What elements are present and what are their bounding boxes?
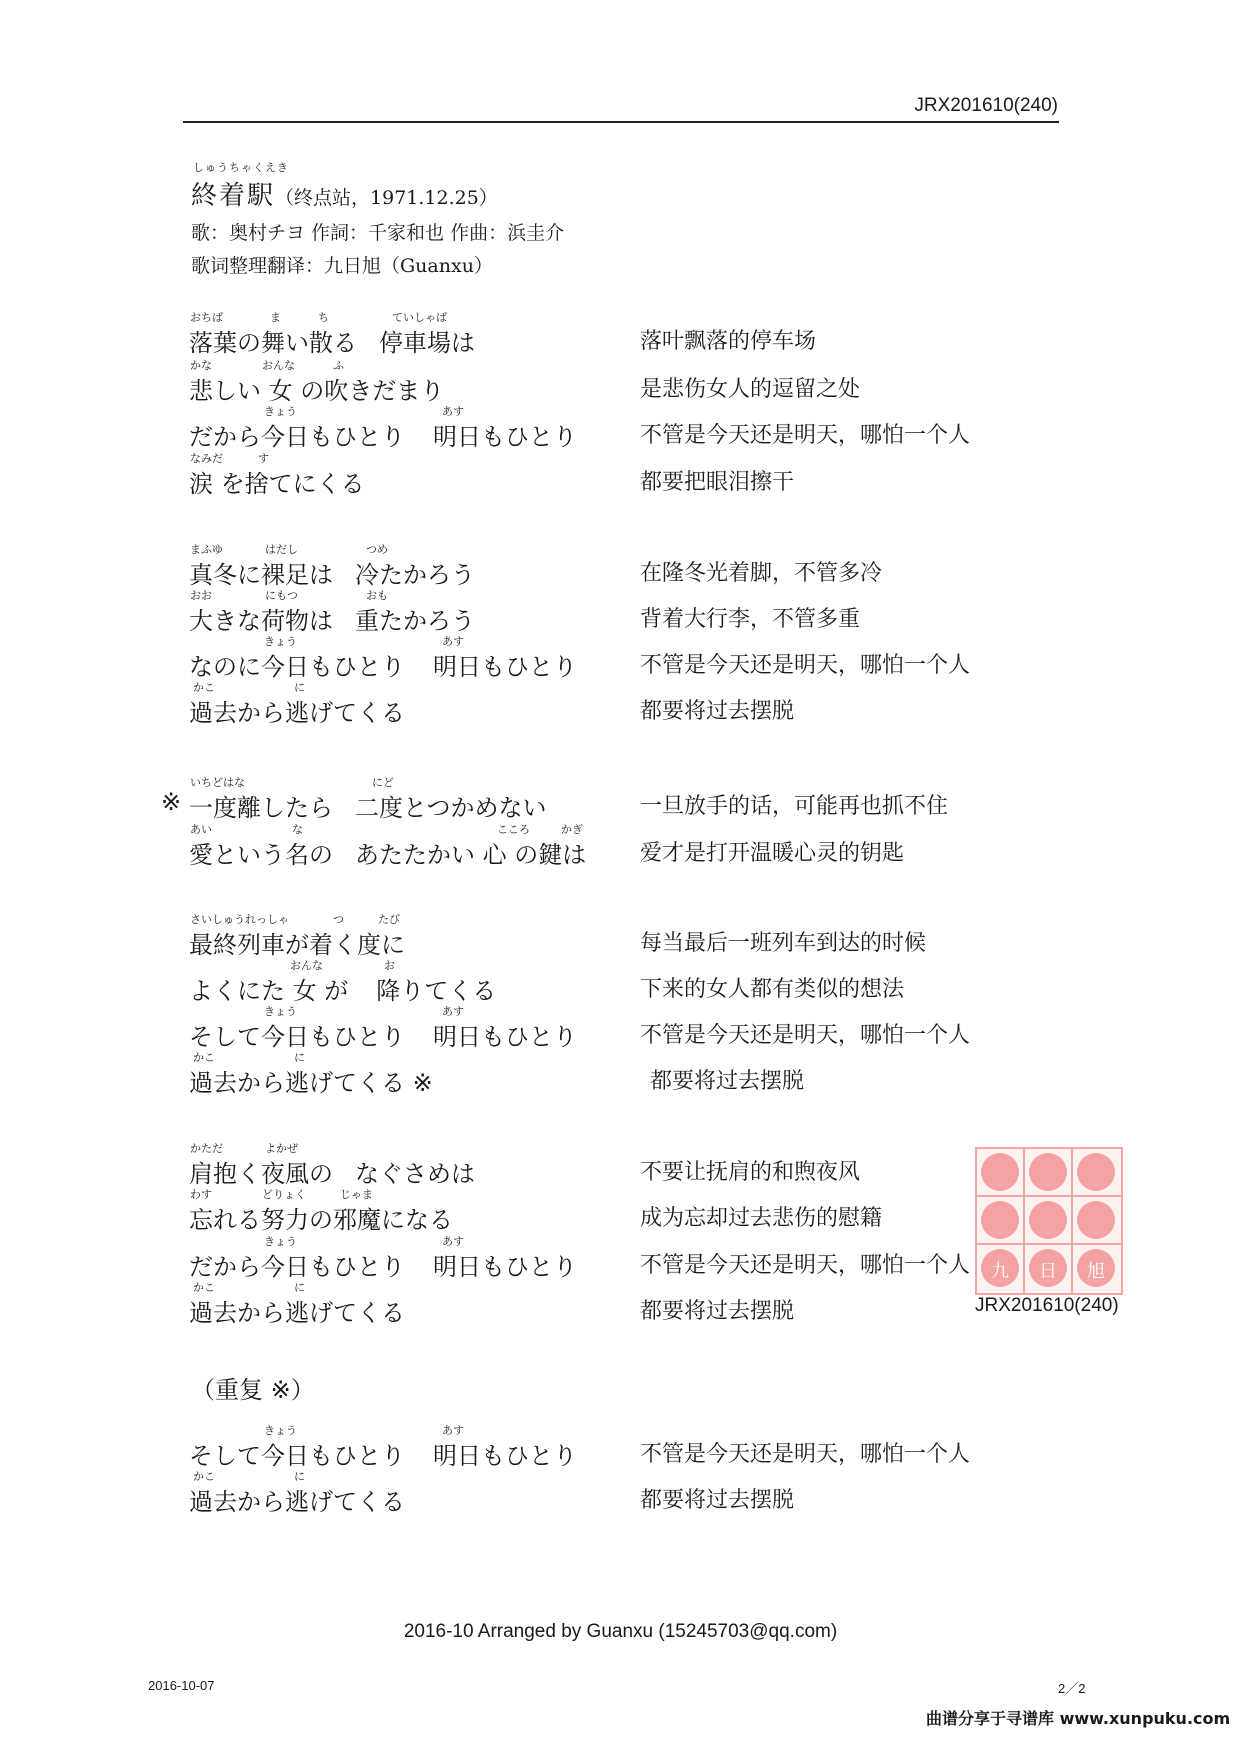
print-date: 2016-10-07 [148,1678,215,1693]
ruby: まふゆ [190,543,223,556]
lyric-phrase: なのに今日もひとり [189,653,405,681]
ruby: かただ [190,1142,223,1155]
repeat-mark: ※ [161,788,182,816]
ruby: きょう [264,1005,297,1018]
ruby: かこ [193,1051,215,1064]
ruby: あす [442,1235,464,1248]
song-subtitle: （终点站，1971.12.25） [275,187,498,209]
title-ruby: しゅうちゃくえき [193,161,289,174]
lyric-line [189,417,577,452]
translator-credit: 歌词整理翻译：九日旭（Guanxu） [191,255,493,277]
stamp-character: 旭 [1087,1261,1105,1282]
ruby: かぎ [561,823,583,836]
ruby: おんな [262,359,295,372]
translation-line: 都要将过去摆脱 [650,1069,805,1094]
ruby: なみだ [190,452,223,465]
translation-line: 都要把眼泪擦干 [640,470,795,495]
lyric-line [189,788,547,823]
ruby: きょう [264,1424,297,1437]
lyric-phrase: 肩抱く夜風の [189,1160,333,1188]
lyric-line [189,971,496,1006]
ruby: じゃま [340,1188,373,1201]
translation-line: 爱才是打开温暖心灵的钥匙 [640,841,905,866]
lyric-line: 過去から逃げてくる [189,1488,405,1516]
lyric-line: 涙 を捨てにくる [189,470,365,498]
ruby: に [294,1281,305,1294]
lyric-line [189,323,475,358]
translation-line: 落叶飘落的停车场 [640,329,817,354]
seal-stamp [975,1147,1123,1295]
ruby: な [292,823,303,836]
ruby: ち [318,311,329,324]
lyric-phrase: そして今日もひとり [189,1442,405,1470]
lyric-line [189,1247,577,1282]
lyric-line: 過去から逃げてくる ※ [189,1069,433,1097]
lyric-phrase: 明日もひとり [433,1023,577,1051]
lyric-line [189,835,586,870]
song-title: 終着駅 [191,181,276,211]
ruby: こころ [497,823,530,836]
song-credits: 歌：奥村チヨ 作詞：千家和也 作曲：浜圭介 [191,222,565,244]
stamp-character: 九 [991,1261,1009,1282]
lyric-phrase: 大きな荷物は [189,607,333,635]
lyric-line [189,1154,475,1189]
ruby: よかぜ [265,1142,298,1155]
lyric-line [189,647,577,682]
ruby: つ [333,913,344,926]
lyric-phrase: 明日もひとり [433,653,577,681]
ruby: きょう [264,1235,297,1248]
translation-line: 成为忘却过去悲伤的慰籍 [640,1206,883,1231]
ruby: おちば [190,311,223,324]
lyric-phrase: 真冬に裸足は [189,561,333,589]
lyric-line [189,601,475,636]
document-code: JRX201610(240) [914,95,1058,116]
translation-line: 都要将过去摆脱 [640,1488,795,1513]
ruby: あい [190,823,212,836]
translation-line: 不管是今天还是明天，哪怕一个人 [640,1442,971,1467]
ruby: あす [442,405,464,418]
ruby: つめ [366,543,388,556]
lyric-line [189,1017,577,1052]
ruby: はだし [265,543,298,556]
lyric-line: 過去から逃げてくる [189,1299,405,1327]
lyric-phrase: 愛という名の [189,841,333,869]
lyric-phrase: 一度離したら [189,794,333,822]
lyric-phrase: 二度とつかめない [355,794,547,822]
ruby: かこ [193,681,215,694]
translation-line: 是悲伤女人的逗留之处 [640,377,861,402]
lyric-phrase: だから今日もひとり [189,1253,405,1281]
translation-line: 不管是今天还是明天，哪怕一个人 [640,653,971,678]
ruby: どりょく [262,1188,306,1201]
ruby: かこ [193,1281,215,1294]
ruby: かこ [193,1470,215,1483]
translation-line: 下来的女人都有类似的想法 [640,977,905,1002]
header-divider [183,121,1059,123]
ruby: ま [270,311,281,324]
translation-line: 每当最后一班列车到达的时候 [640,931,927,956]
lyric-line [189,1436,577,1471]
ruby: おも [366,589,388,602]
ruby: あす [442,1424,464,1437]
ruby: さいしゅうれっしゃ [190,913,289,926]
translation-line: 背着大行李，不管多重 [640,607,861,632]
ruby: お [384,959,395,972]
lyric-line [189,555,475,590]
lyric-phrase: 重たかろう [355,607,475,635]
ruby: ふ [333,359,344,372]
lyric-phrase: 明日もひとり [433,1253,577,1281]
ruby: に [294,681,305,694]
lyric-phrase: よくにた 女 が [189,977,349,1005]
repeat-label: （重复 ※） [191,1376,315,1404]
lyric-phrase: 明日もひとり [433,423,577,451]
ruby: ていしゃば [392,311,447,324]
ruby: おんな [290,959,323,972]
arranger-credit: 2016-10 Arranged by Guanxu (15245703@qq.com) [403,1621,838,1642]
page-number: 2／2 [1058,1681,1086,1696]
translation-line: 不要让抚肩的和煦夜风 [640,1160,861,1185]
lyric-line: 最終列車が着く度に [189,931,405,959]
lyric-phrase: そして今日もひとり [189,1023,405,1051]
translation-line: 在隆冬光着脚，不管多冷 [640,561,883,586]
lyric-phrase: あたたかい 心 の鍵は [355,841,587,869]
ruby: たび [378,913,400,926]
lyric-phrase: だから今日もひとり [189,423,405,451]
lyric-phrase: 明日もひとり [433,1442,577,1470]
lyric-line: 忘れる努力の邪魔になる [189,1206,453,1234]
lyric-line: 過去から逃げてくる [189,699,405,727]
translation-line: 不管是今天还是明天，哪怕一个人 [640,423,971,448]
lyric-phrase: なぐさめは [355,1160,475,1188]
translation-line: 都要将过去摆脱 [640,1299,795,1324]
ruby: に [294,1470,305,1483]
ruby: す [258,452,269,465]
title-line [191,175,498,212]
ruby: にもつ [265,589,298,602]
ruby: きょう [264,635,297,648]
ruby: おお [190,589,212,602]
lyric-phrase: 降りてくる [376,977,497,1005]
ruby: きょう [264,405,297,418]
ruby: かな [190,359,212,372]
site-watermark: 曲谱分享于寻谱库 www.xunpuku.com [926,1709,1231,1728]
ruby: わす [190,1188,212,1201]
lyric-phrase: 冷たかろう [355,561,475,589]
stamp-code: JRX201610(240) [975,1295,1119,1316]
translation-line: 一旦放手的话，可能再也抓不住 [640,794,949,819]
stamp-character: 日 [1039,1261,1057,1282]
ruby: あす [442,635,464,648]
ruby: にど [372,776,394,789]
translation-line: 不管是今天还是明天，哪怕一个人 [640,1253,971,1278]
translation-line: 都要将过去摆脱 [640,699,795,724]
translation-line: 不管是今天还是明天，哪怕一个人 [640,1023,971,1048]
ruby: あす [442,1005,464,1018]
lyric-phrase: 停車場は [379,329,475,357]
lyric-line: 悲しい 女 の吹きだまり [189,377,445,405]
ruby: に [294,1051,305,1064]
ruby: いちどはな [190,776,245,789]
lyric-phrase: 落葉の舞い散る [189,329,357,357]
